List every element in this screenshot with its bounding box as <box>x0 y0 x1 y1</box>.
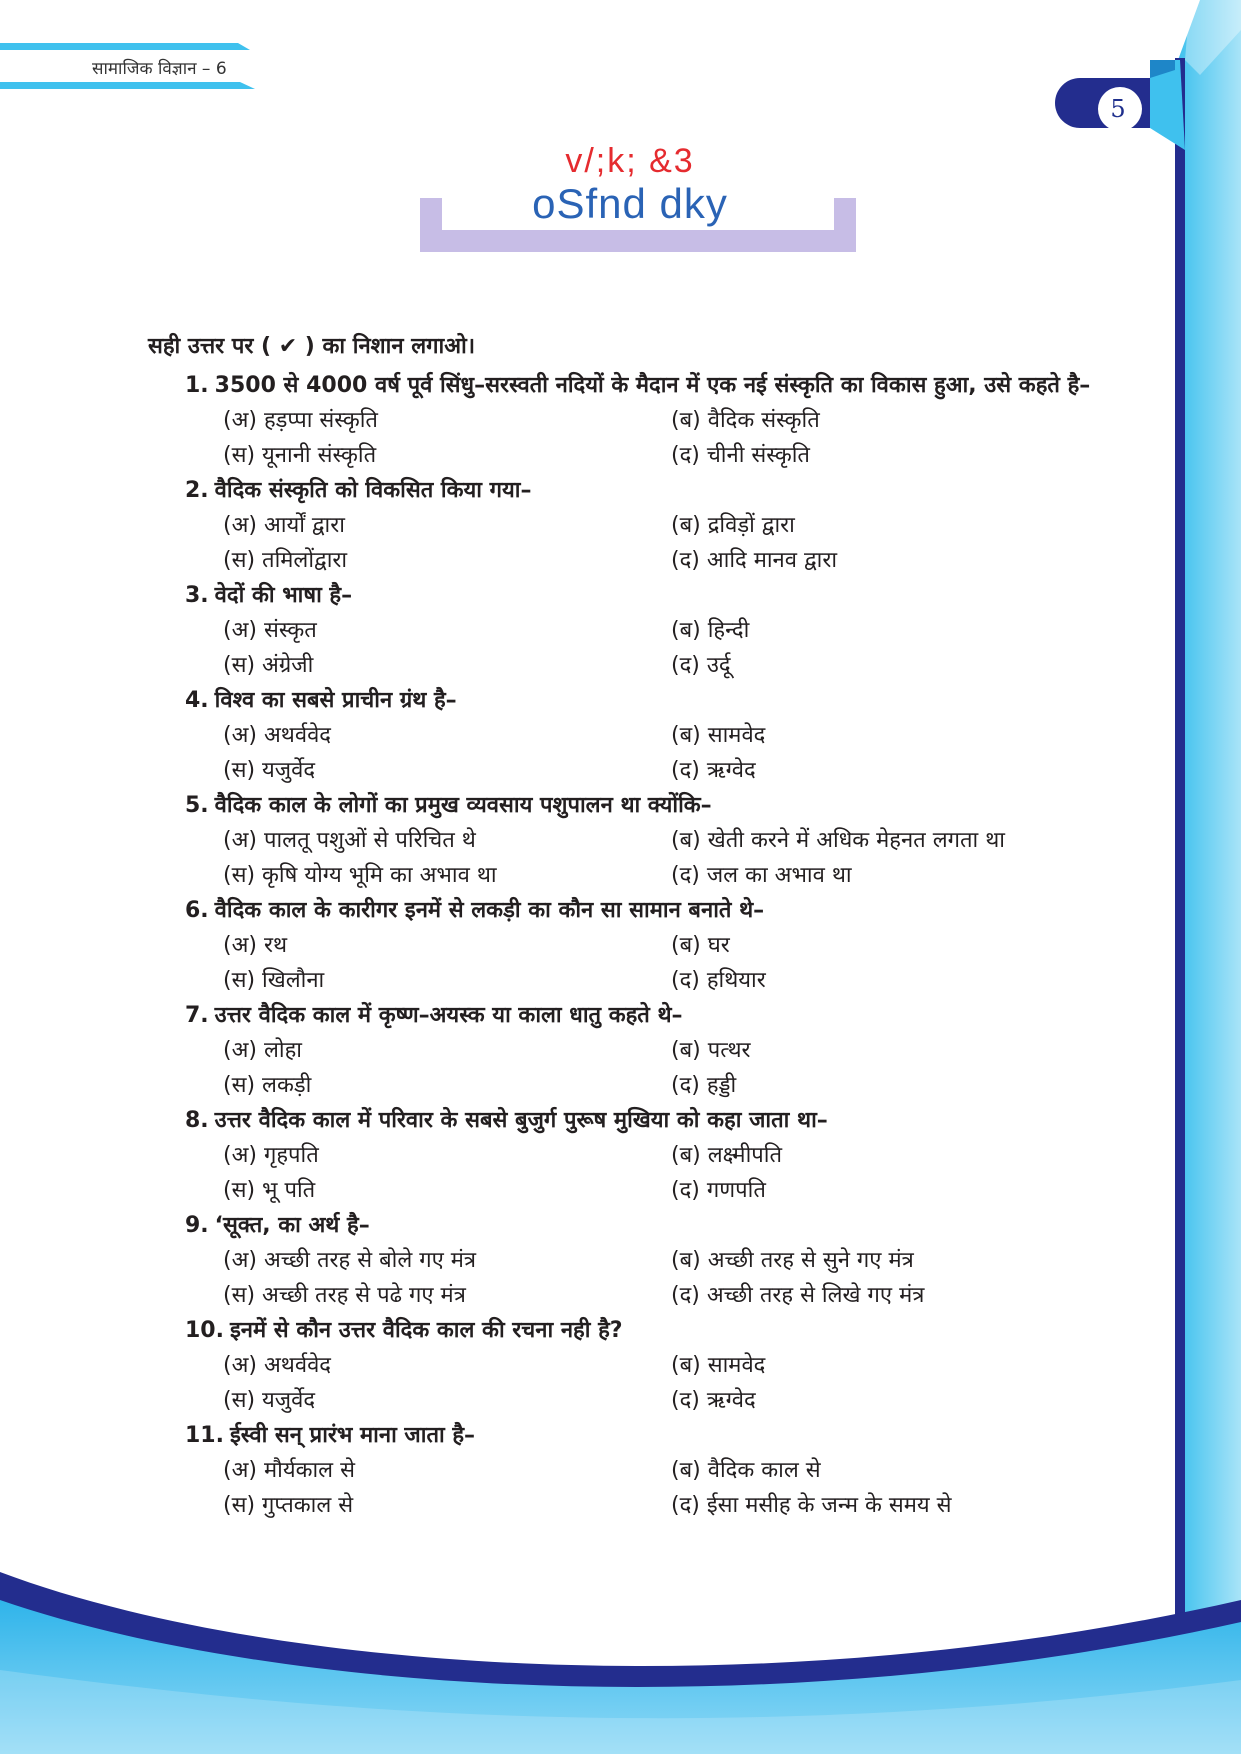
option-c[interactable]: (स) लकड़ी <box>223 1073 312 1098</box>
question-list <box>185 368 1125 1523</box>
question-8 <box>185 1103 1125 1208</box>
option-b[interactable]: (ब) वैदिक काल से <box>671 1458 821 1483</box>
question-5 <box>185 788 1125 893</box>
option-b[interactable]: (ब) हिन्दी <box>671 618 750 643</box>
option-a[interactable]: (अ) रथ <box>223 933 288 958</box>
question-number: 3. <box>185 583 209 608</box>
option-d[interactable]: (द) हड्डी <box>671 1073 737 1098</box>
option-c[interactable]: (स) तमिलोंद्वारा <box>223 548 348 573</box>
option-a[interactable]: (अ) अथर्ववेद <box>223 1353 331 1378</box>
option-c[interactable]: (स) यजुर्वेद <box>223 758 316 783</box>
chapter-number: v/;k; &3 <box>565 142 695 180</box>
option-c[interactable]: (स) यजुर्वेद <box>223 1388 316 1413</box>
option-a[interactable]: (अ) पालतू पशुओं से परिचित थे <box>223 828 476 853</box>
question-number: 9. <box>185 1213 209 1238</box>
option-d[interactable]: (द) चीनी संस्कृति <box>671 443 810 468</box>
question-10 <box>185 1313 1125 1418</box>
chapter-name: oSfnd dky <box>532 180 728 227</box>
question-number: 8. <box>185 1108 209 1133</box>
option-d[interactable]: (द) आदि मानव द्वारा <box>671 548 838 573</box>
header-stripes <box>0 0 270 95</box>
question-text: इनमें से कौन उत्तर वैदिक काल की रचना नही है? <box>229 1318 623 1343</box>
subject-header: सामाजिक विज्ञान – 6 <box>92 59 227 79</box>
option-d[interactable]: (द) जल का अभाव था <box>671 863 852 888</box>
question-text: ईस्वी सन् प्रारंभ माना जाता है– <box>229 1423 476 1448</box>
question-number: 4. <box>185 688 209 713</box>
question-number: 10. <box>185 1318 224 1343</box>
question-text: ‘सूक्त, का अर्थ है– <box>214 1213 370 1238</box>
question-number: 6. <box>185 898 209 923</box>
option-a[interactable]: (अ) अथर्ववेद <box>223 723 331 748</box>
option-c[interactable]: (स) गुप्तकाल से <box>223 1493 354 1518</box>
option-a[interactable]: (अ) हड़प्पा संस्कृति <box>223 408 378 433</box>
option-d[interactable]: (द) ईसा मसीह के जन्म के समय से <box>671 1493 952 1518</box>
instruction-text: सही उत्तर पर ( ✔ ) का निशान लगाओ। <box>148 334 476 359</box>
option-b[interactable]: (ब) अच्छी तरह से सुने गए मंत्र <box>671 1248 914 1273</box>
option-b[interactable]: (ब) द्रविड़ों द्वारा <box>671 513 795 538</box>
chapter-title <box>420 140 840 226</box>
question-text: विश्व का सबसे प्राचीन ग्रंथ है– <box>214 688 457 713</box>
question-1 <box>185 368 1125 473</box>
question-3 <box>185 578 1125 683</box>
option-d[interactable]: (द) अच्छी तरह से लिखे गए मंत्र <box>671 1283 925 1308</box>
option-b[interactable]: (ब) खेती करने में अधिक मेहनत लगता था <box>671 828 1005 853</box>
footer-wave <box>0 1560 1241 1754</box>
option-b[interactable]: (ब) सामवेद <box>671 723 766 748</box>
option-c[interactable]: (स) अच्छी तरह से पढे गए मंत्र <box>223 1283 466 1308</box>
option-c[interactable]: (स) अंग्रेजी <box>223 653 314 678</box>
question-text: उत्तर वैदिक काल में परिवार के सबसे बुजुर्ग पुरूष मुखिया को कहा जाता था– <box>214 1108 828 1133</box>
question-6 <box>185 893 1125 998</box>
option-a[interactable]: (अ) संस्कृत <box>223 618 317 643</box>
question-text: वैदिक काल के कारीगर इनमें से लकड़ी का कौन सा सामान बनाते थे– <box>214 898 765 923</box>
question-number: 2. <box>185 478 209 503</box>
question-text: वैदिक काल के लोगों का प्रमुख व्यवसाय पशुपालन था क्योंकि– <box>214 793 712 818</box>
option-a[interactable]: (अ) आर्यों द्वारा <box>223 513 345 538</box>
option-b[interactable]: (ब) लक्ष्मीपति <box>671 1143 783 1168</box>
option-c[interactable]: (स) कृषि योग्य भूमि का अभाव था <box>223 863 497 888</box>
option-c[interactable]: (स) खिलौना <box>223 968 325 993</box>
question-number: 7. <box>185 1003 209 1028</box>
question-7 <box>185 998 1125 1103</box>
question-number: 1. <box>185 373 209 398</box>
option-d[interactable]: (द) उर्दू <box>671 653 731 678</box>
page-number: 5 <box>1110 95 1126 123</box>
question-number: 5. <box>185 793 209 818</box>
option-b[interactable]: (ब) पत्थर <box>671 1038 751 1063</box>
question-9 <box>185 1208 1125 1313</box>
question-text: 3500 से 4000 वर्ष पूर्व सिंधु–सरस्वती नदियों के मैदान में एक नई संस्कृति का विकास हुआ, उसे कहते है– <box>214 373 1091 398</box>
option-c[interactable]: (स) भू पति <box>223 1178 316 1203</box>
option-b[interactable]: (ब) सामवेद <box>671 1353 766 1378</box>
option-a[interactable]: (अ) लोहा <box>223 1038 302 1063</box>
option-d[interactable]: (द) ऋग्वेद <box>671 1388 756 1413</box>
option-a[interactable]: (अ) गृहपति <box>223 1143 319 1168</box>
question-text: वैदिक संस्कृति को विकसित किया गया– <box>214 478 532 503</box>
option-a[interactable]: (अ) अच्छी तरह से बोले गए मंत्र <box>223 1248 477 1273</box>
option-d[interactable]: (द) ऋग्वेद <box>671 758 756 783</box>
question-11 <box>185 1418 1125 1523</box>
option-d[interactable]: (द) हथियार <box>671 968 766 993</box>
option-b[interactable]: (ब) घर <box>671 933 730 958</box>
question-text: वेदों की भाषा है– <box>214 583 353 608</box>
question-2 <box>185 473 1125 578</box>
question-number: 11. <box>185 1423 224 1448</box>
question-text: उत्तर वैदिक काल में कृष्ण–अयस्क या काला धातु कहते थे– <box>214 1003 683 1028</box>
question-4 <box>185 683 1125 788</box>
option-c[interactable]: (स) यूनानी संस्कृति <box>223 443 377 468</box>
option-a[interactable]: (अ) मौर्यकाल से <box>223 1458 355 1483</box>
option-b[interactable]: (ब) वैदिक संस्कृति <box>671 408 820 433</box>
option-d[interactable]: (द) गणपति <box>671 1178 766 1203</box>
